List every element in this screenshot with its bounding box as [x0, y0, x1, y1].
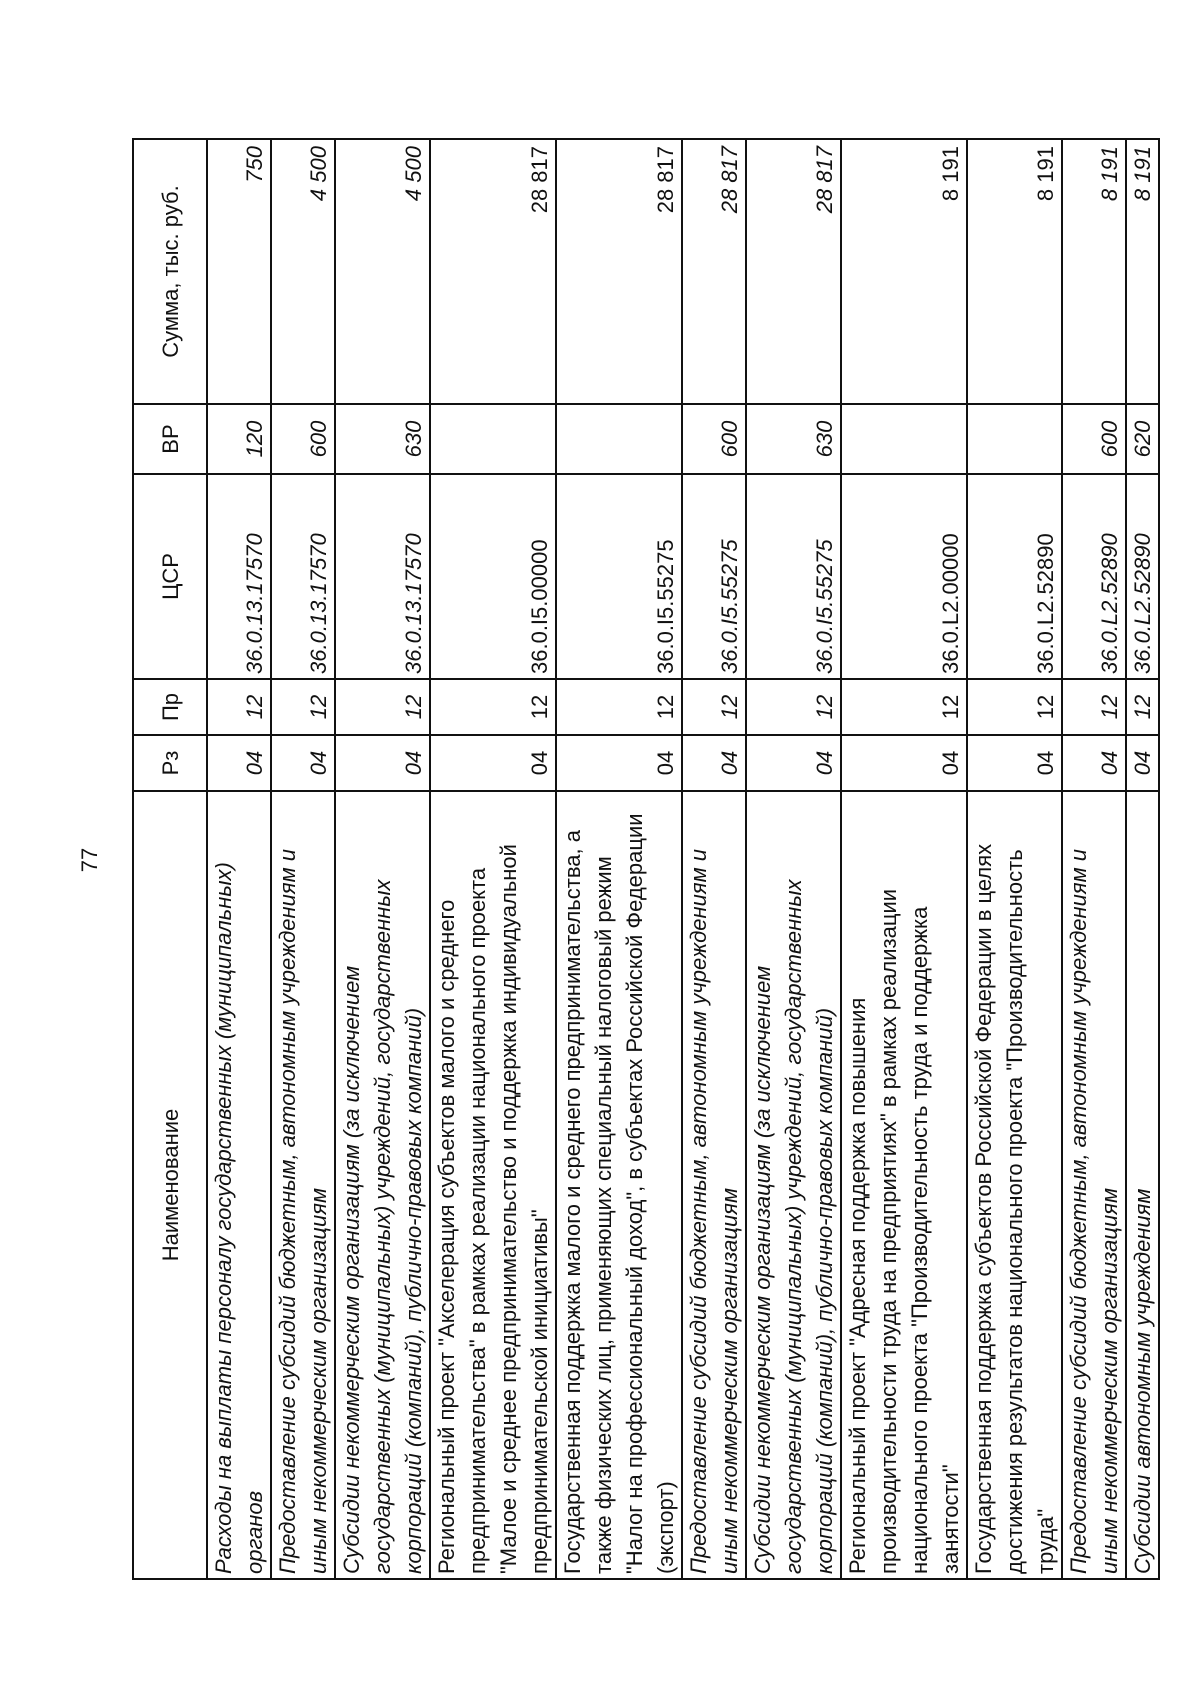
- cell-pr: 12: [967, 679, 1062, 735]
- header-rz: Рз: [133, 735, 207, 791]
- cell-vr: 620: [1126, 404, 1159, 474]
- cell-csr: 36.0.I5.55275: [556, 474, 682, 679]
- cell-name: Региональный проект "Акселерация субъектов малого и среднего предпринимательства" в рамках реализации национального проекта "Малое и среднее предпринимательство и поддержка индивидуальной предпринимательской инициативы": [430, 791, 556, 1579]
- cell-csr: 36.0.I5.55275: [682, 474, 746, 679]
- page-number: 77: [77, 847, 102, 873]
- cell-name: Предоставление субсидий бюджетным, автономным учреждениям и иным некоммерческим организациям: [682, 791, 746, 1579]
- cell-name: Субсидии некоммерческим организациям (за исключением государственных (муниципальных) учреждений, государственных корпораций (компаний), публично-правовых компаний): [746, 791, 841, 1579]
- table-row: [271, 139, 335, 1579]
- header-vr: ВР: [133, 404, 207, 474]
- cell-sum: 28 817: [682, 139, 746, 404]
- cell-pr: 12: [335, 679, 430, 735]
- cell-vr: 630: [335, 404, 430, 474]
- table-body: [207, 139, 1159, 1579]
- cell-vr: 630: [746, 404, 841, 474]
- cell-csr: 36.0.L2.00000: [841, 474, 967, 679]
- cell-rz: 04: [682, 735, 746, 791]
- cell-sum: 28 817: [746, 139, 841, 404]
- cell-sum: 8 191: [841, 139, 967, 404]
- cell-rz: 04: [556, 735, 682, 791]
- cell-pr: 12: [841, 679, 967, 735]
- rotated-sheet: [70, 100, 1155, 1620]
- cell-rz: 04: [967, 735, 1062, 791]
- cell-sum: 28 817: [556, 139, 682, 404]
- cell-csr: 36.0.L2.52890: [967, 474, 1062, 679]
- cell-sum: 8 191: [1126, 139, 1159, 404]
- cell-vr: [430, 404, 556, 474]
- cell-pr: 12: [682, 679, 746, 735]
- cell-rz: 04: [430, 735, 556, 791]
- table-row: [207, 139, 271, 1579]
- cell-vr: [967, 404, 1062, 474]
- cell-name: Предоставление субсидий бюджетным, автономным учреждениям и иным некоммерческим организациям: [271, 791, 335, 1579]
- cell-csr: 36.0.L2.52890: [1126, 474, 1159, 679]
- cell-rz: 04: [1062, 735, 1126, 791]
- cell-csr: 36.0.13.17570: [271, 474, 335, 679]
- cell-sum: 4 500: [271, 139, 335, 404]
- cell-pr: 12: [271, 679, 335, 735]
- table-row: [682, 139, 746, 1579]
- cell-pr: 12: [746, 679, 841, 735]
- table-row: [746, 139, 841, 1579]
- table-header-row: [133, 139, 207, 1579]
- cell-rz: 04: [841, 735, 967, 791]
- table-row: [430, 139, 556, 1579]
- cell-vr: 600: [271, 404, 335, 474]
- table-row: [841, 139, 967, 1579]
- table-row: [556, 139, 682, 1579]
- cell-pr: 12: [1062, 679, 1126, 735]
- cell-sum: 4 500: [335, 139, 430, 404]
- cell-csr: 36.0.13.17570: [207, 474, 271, 679]
- cell-rz: 04: [1126, 735, 1159, 791]
- cell-pr: 12: [1126, 679, 1159, 735]
- header-pr: Пр: [133, 679, 207, 735]
- cell-name: Государственная поддержка малого и среднего предпринимательства, а также физических лиц, применяющих специальный налоговый режим "Налог на профессиональный доход", в субъектах Российской Федерации (экспорт): [556, 791, 682, 1579]
- cell-csr: 36.0.I5.55275: [746, 474, 841, 679]
- cell-rz: 04: [207, 735, 271, 791]
- cell-sum: 8 191: [967, 139, 1062, 404]
- budget-table: [132, 138, 1160, 1580]
- cell-vr: [841, 404, 967, 474]
- cell-pr: 12: [207, 679, 271, 735]
- cell-sum: 8 191: [1062, 139, 1126, 404]
- cell-vr: 120: [207, 404, 271, 474]
- cell-name: Расходы на выплаты персоналу государственных (муниципальных) органов: [207, 791, 271, 1579]
- header-name: Наименование: [133, 791, 207, 1579]
- cell-name: Субсидии некоммерческим организациям (за исключением государственных (муниципальных) учреждений, государственных корпораций (компаний), публично-правовых компаний): [335, 791, 430, 1579]
- cell-name: Предоставление субсидий бюджетным, автономным учреждениям и иным некоммерческим организациям: [1062, 791, 1126, 1579]
- table-row: [335, 139, 430, 1579]
- cell-rz: 04: [335, 735, 430, 791]
- cell-pr: 12: [430, 679, 556, 735]
- cell-vr: [556, 404, 682, 474]
- cell-name: Субсидии автономным учреждениям: [1126, 791, 1159, 1579]
- cell-vr: 600: [682, 404, 746, 474]
- table-row: [967, 139, 1062, 1579]
- cell-vr: 600: [1062, 404, 1126, 474]
- cell-csr: 36.0.13.17570: [335, 474, 430, 679]
- cell-name: Государственная поддержка субъектов Российской Федерации в целях достижения результатов национального проекта "Производительность труда": [967, 791, 1062, 1579]
- header-csr: ЦСР: [133, 474, 207, 679]
- cell-pr: 12: [556, 679, 682, 735]
- cell-csr: 36.0.L2.52890: [1062, 474, 1126, 679]
- cell-sum: 750: [207, 139, 271, 404]
- header-sum: Сумма, тыс. руб.: [133, 139, 207, 404]
- cell-csr: 36.0.I5.00000: [430, 474, 556, 679]
- cell-name: Региональный проект "Адресная поддержка повышения производительности труда на предприятиях" в рамках реализации национального проекта "Производительность труда и поддержка занятости": [841, 791, 967, 1579]
- cell-rz: 04: [271, 735, 335, 791]
- table-row: [1126, 139, 1159, 1579]
- table-row: [1062, 139, 1126, 1579]
- cell-rz: 04: [746, 735, 841, 791]
- cell-sum: 28 817: [430, 139, 556, 404]
